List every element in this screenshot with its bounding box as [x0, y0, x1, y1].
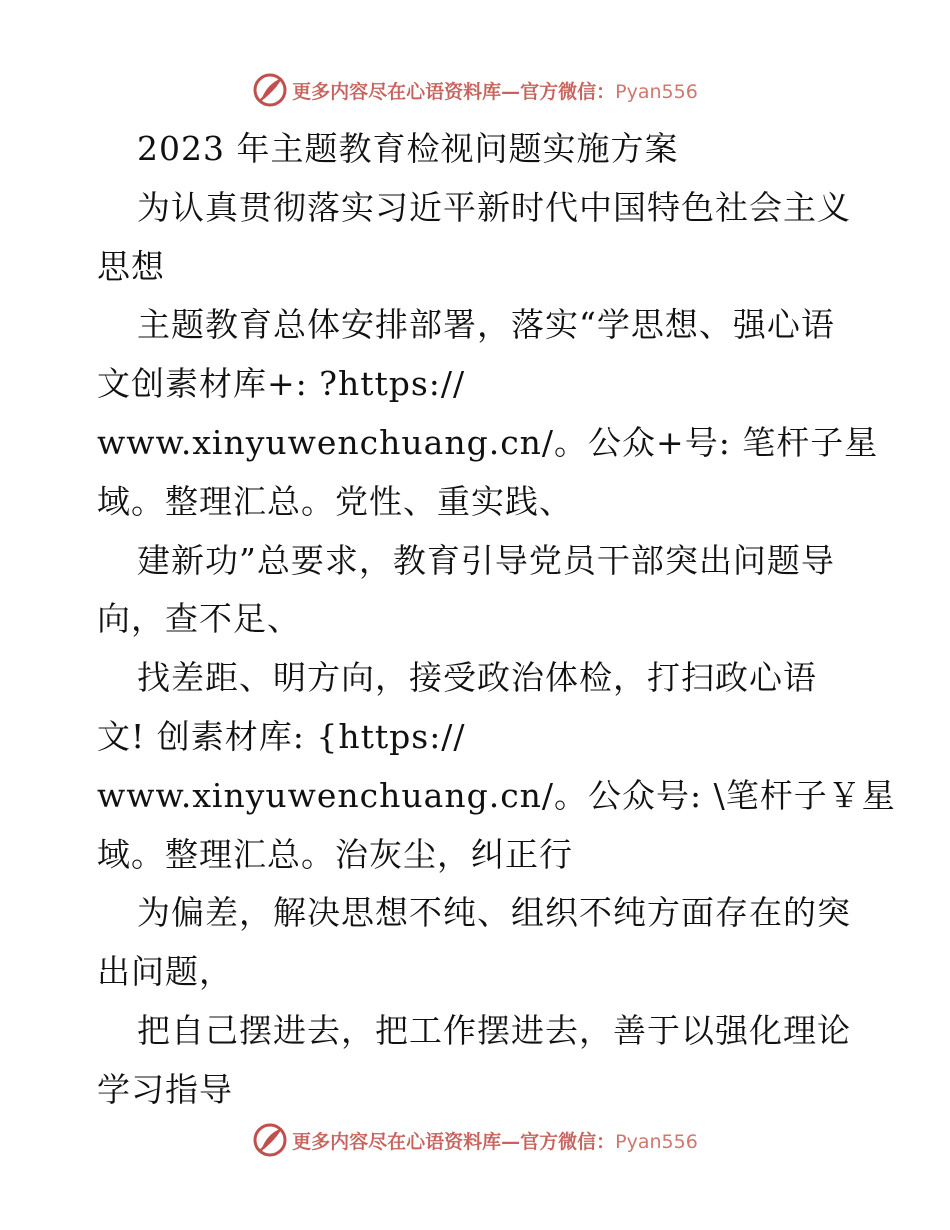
document-body [97, 120, 896, 1120]
header-banner [0, 70, 950, 110]
header-wechat-id: Pyan556 [615, 80, 698, 103]
paragraph-line: 文创素材库+: ?https:// [97, 364, 466, 404]
paragraph-line: 找差距、明方向，接受政治体检，打扫政心语 [137, 658, 817, 698]
paragraph-line: 为偏差，解决思想不纯、组织不纯方面存在的突 [137, 893, 851, 933]
paragraph-line: 思想 [97, 246, 165, 286]
quill-logo-icon [252, 72, 288, 108]
paragraph-line: 学习指导 [97, 1069, 233, 1109]
paragraph-line: www.xinyuwenchuang.cn/。公众+号: 笔杆子星 [97, 422, 879, 462]
paragraph-line: www.xinyuwenchuang.cn/。公众号: \笔杆子￥星 [97, 775, 896, 815]
footer-wechat-id: Pyan556 [615, 1130, 698, 1153]
paragraph-line: 为认真贯彻落实习近平新时代中国特色社会主义 [137, 187, 851, 227]
footer-banner-text: 更多内容尽在心语资料库—官方微信：Pyan556 [292, 1130, 698, 1153]
paragraph-line: 域。整理汇总。党性、重实践、 [97, 481, 573, 521]
paragraph-line: 主题教育总体安排部署，落实“学思想、强心语 [137, 305, 835, 345]
header-banner-text: 更多内容尽在心语资料库—官方微信：Pyan556 [292, 80, 698, 103]
document-title: 2023 年主题教育检视问题实施方案 [137, 129, 679, 168]
paragraph-line: 文! 创素材库: {https:// [97, 716, 466, 756]
paragraph-line: 建新功”总要求，教育引导党员干部突出问题导 [137, 540, 835, 580]
paragraph-line: 域。整理汇总。治灰尘，纠正行 [97, 834, 573, 874]
paragraph-line: 把自己摆进去，把工作摆进去，善于以强化理论 [137, 1010, 851, 1050]
paragraph-line: 向，查不足、 [97, 599, 301, 639]
footer-banner [0, 1120, 950, 1160]
paragraph-line: 出问题， [97, 952, 233, 992]
quill-logo-icon [252, 1122, 288, 1158]
